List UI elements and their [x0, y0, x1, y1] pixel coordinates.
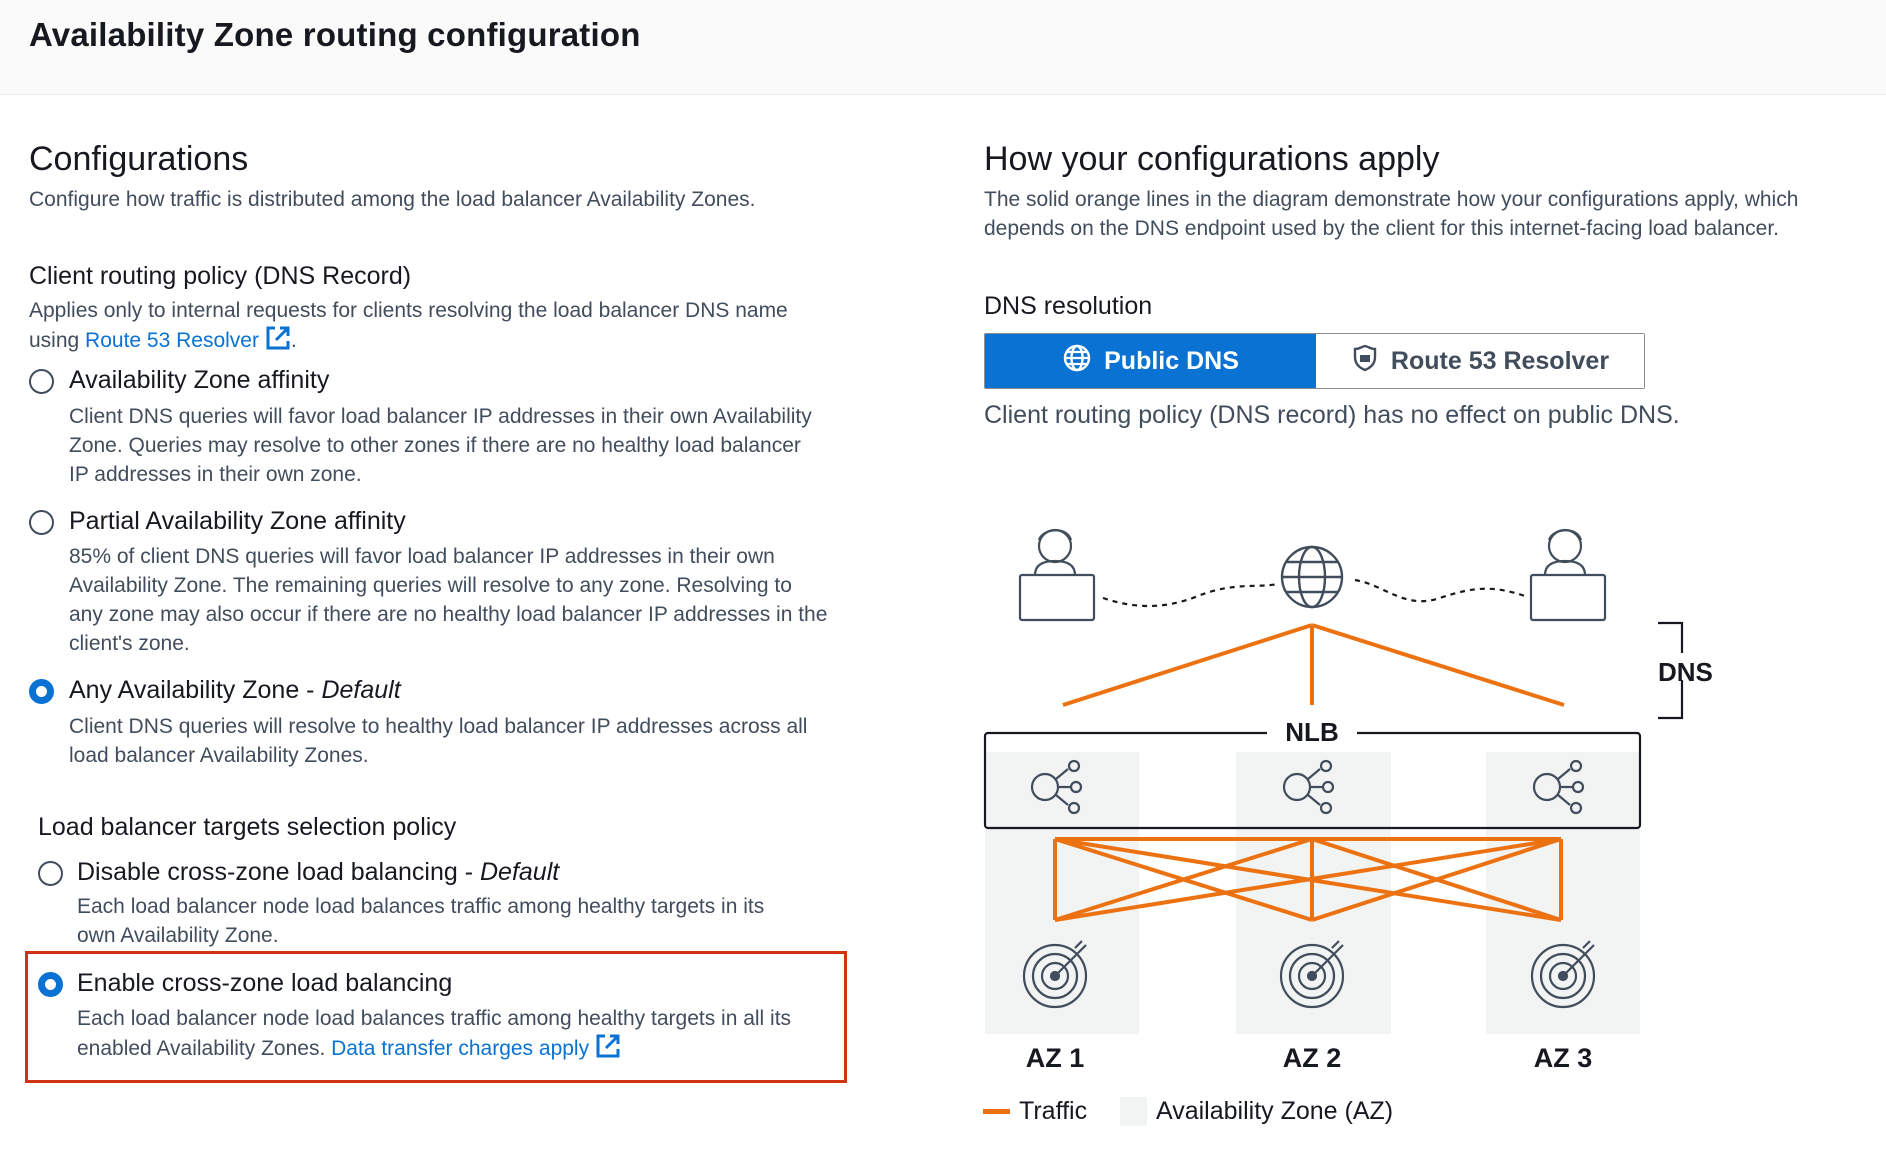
option-desc-disable-cross-zone: Each load balancer node load balances traffic among healthy targets in its own Availability Zone. [77, 895, 765, 947]
apply-description: The solid orange lines in the diagram demonstrate how your configurations apply, which depends on the DNS endpoint used by the client for this internet-facing load balancer. [984, 188, 1799, 240]
globe-icon [1062, 343, 1092, 380]
option-label-any-az[interactable]: Any Availability Zone - Default [69, 676, 401, 704]
route53-resolver-link[interactable]: Route 53 Resolver [85, 329, 259, 352]
az-label: AZ 2 [1282, 1043, 1342, 1073]
nlb-label: NLB [1285, 717, 1339, 747]
public-dns-button[interactable]: Public DNS [985, 334, 1316, 388]
option-label-az-affinity[interactable]: Availability Zone affinity [69, 366, 330, 394]
radio-enable-cross-zone[interactable] [38, 972, 63, 997]
dns-resolution-segmented-control [984, 333, 1645, 389]
dns-query-path-right [1355, 580, 1525, 601]
dns-resolution-note: Client routing policy (DNS record) has no effect on public DNS. [984, 401, 1680, 429]
client-user-icon-left [1020, 530, 1094, 620]
az-label: AZ 3 [1533, 1043, 1593, 1073]
data-transfer-charges-link[interactable]: Data transfer charges apply [331, 1037, 590, 1060]
page-title: Availability Zone routing configuration [29, 16, 641, 53]
target-selection-title: Load balancer targets selection policy [38, 813, 457, 841]
client-user-icon-right [1531, 530, 1605, 620]
legend-az-swatch [1120, 1097, 1147, 1126]
configurations-title: Configurations [29, 140, 249, 178]
internet-globe-icon [1282, 547, 1342, 607]
legend-az-label: Availability Zone (AZ) [1156, 1097, 1394, 1125]
route53-resolver-button[interactable]: Route 53 Resolver [1316, 334, 1644, 388]
dns-resolution-title: DNS resolution [984, 292, 1153, 320]
legend-traffic-swatch [983, 1109, 1010, 1114]
dns-label: DNS [1658, 657, 1713, 687]
external-link-icon[interactable] [595, 1033, 621, 1067]
option-label-enable-cross-zone[interactable]: Enable cross-zone load balancing [77, 969, 453, 997]
external-link-icon[interactable] [265, 325, 291, 359]
radio-partial-az-affinity[interactable] [29, 510, 54, 535]
radio-disable-cross-zone[interactable] [38, 861, 63, 886]
radio-az-affinity[interactable] [29, 369, 54, 394]
configurations-description: Configure how traffic is distributed among the load balancer Availability Zones. [29, 188, 756, 211]
dns-traffic-lines [1063, 625, 1564, 705]
option-desc-az-affinity: Client DNS queries will favor load balancer IP addresses in their own Availability Zone. Queries may resolve to other zones if there are no healthy load balancer IP addresses in their own zone. [69, 405, 812, 486]
option-desc-partial-az-affinity: 85% of client DNS queries will favor load balancer IP addresses in their own Availability Zone. The remaining queries will resolve to any zone. Resolving to any zone may also occur if there are no healthy load balancer IP addresses in the client's zone. [69, 545, 828, 655]
option-label-partial-az-affinity[interactable]: Partial Availability Zone affinity [69, 507, 406, 535]
route53-shield-icon [1351, 344, 1379, 379]
az-label: AZ 1 [1025, 1043, 1085, 1073]
dns-query-path-left [1103, 584, 1278, 606]
apply-title: How your configurations apply [984, 140, 1440, 178]
option-desc-enable-cross-zone: Each load balancer node load balances traffic among healthy targets in all its enabled Availability Zones. Data transfer charges apply [77, 1004, 791, 1067]
option-label-disable-cross-zone[interactable]: Disable cross-zone load balancing - Default [77, 858, 560, 886]
routing-diagram [975, 500, 1735, 1080]
option-desc-any-az: Client DNS queries will resolve to healthy load balancer IP addresses across all load balancer Availability Zones. [69, 715, 808, 767]
page-header [0, 0, 1886, 95]
client-routing-title: Client routing policy (DNS Record) [29, 262, 412, 290]
az1-column [985, 752, 1139, 1034]
radio-any-az[interactable] [29, 679, 54, 704]
legend-traffic-label: Traffic [1019, 1097, 1088, 1125]
client-routing-description: Applies only to internal requests for clients resolving the load balancer DNS name using Route 53 Resolver . [29, 296, 788, 359]
